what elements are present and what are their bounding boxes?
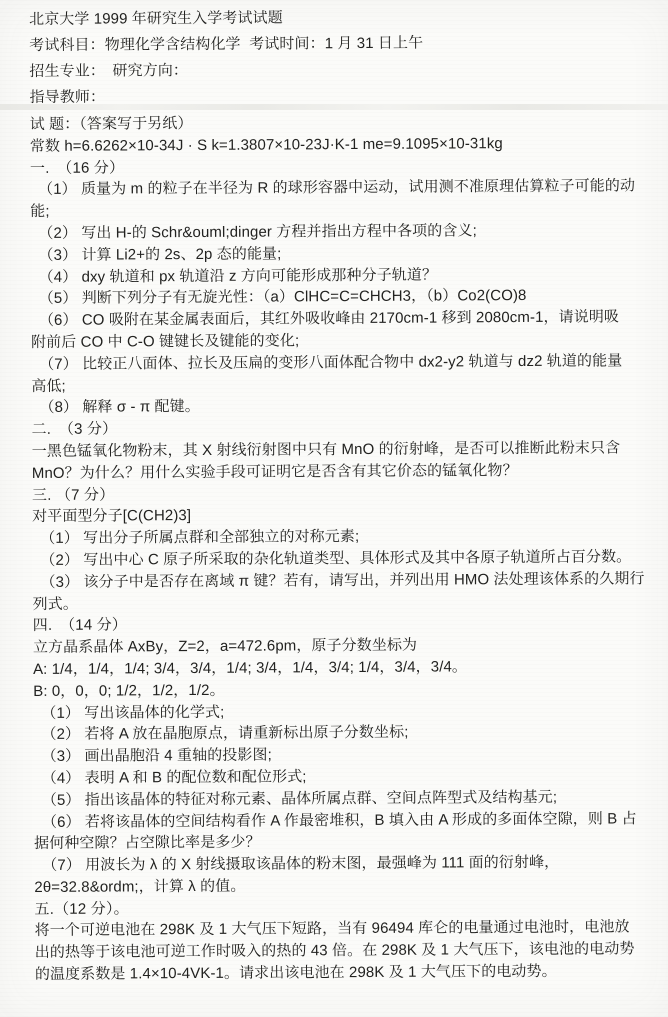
section-five-heading: 五.（12 分）。	[34, 900, 129, 918]
question-item-line: （7） 比较正八面体、拉长及压扁的变形八面体配合物中 dx2-y2 轨道与 dz2 轨道的能量	[39, 352, 623, 373]
question-cont-line: 立方晶系晶体 AxBy，Z=2，a=472.6pm，原子分数坐标为	[32, 636, 418, 657]
question-item-line: （8） 解释 σ - π 配键。	[39, 398, 200, 417]
section-two-heading: 二. （3 分）	[31, 420, 118, 439]
subject-time-line: 考试科目：物理化学含结构化学 考试时间：1 月 31 日上午	[29, 34, 424, 54]
question-cont-line: 的温度系数是 1.4×10-4VK-1。请求出该电池在 298K 及 1 大气压下的电动势。	[34, 962, 557, 984]
section-one-heading: 一. （16 分）	[29, 159, 125, 177]
question-item-line: （1） 质量为 m 的粒子在半径为 R 的球形容器中运动，试用测不准原理估算粒子可能的动	[38, 177, 636, 199]
coords-b-line: B: 0，0，0; 1/2，1/2，1/2。	[33, 681, 225, 700]
question-item-line: （4） dxy 轨道和 px 轨道沿 z 方向可能形成那种分子轨道？	[38, 266, 438, 286]
section-one	[30, 154, 662, 419]
section-three	[32, 481, 663, 616]
question-item-line: （5） 判断下列分子有无旋光性：（a）ClHC=C=CHCH3，（b）Co2(CO)8	[38, 287, 527, 308]
question-item-line: （7） 用波长为 λ 的 X 射线摄取该晶体的粉末图，最强峰为 111 面的衍射峰，	[42, 853, 560, 875]
major-direction-line: 招生专业： 研究方向：	[29, 62, 189, 80]
question-cont-line: 据何种空隙？占空隙比率是多少？	[34, 833, 261, 853]
exam-title: 北京大学 1999 年研究生入学考试试题	[29, 9, 283, 28]
question-item-line: （2） 写出 H-的 Schr&ouml;dinger 方程并指出方程中各项的含义;	[38, 222, 477, 242]
coords-a-line: A: 1/4，1/4，1/4; 3/4，3/4，1/4; 3/4，1/4，3/4; 1/4，3/4，3/4。	[32, 658, 468, 678]
question-item-line: （2） 若将 A 放在晶胞原点，请重新标出原子分数坐标;	[41, 724, 409, 744]
exam-paper	[29, 3, 665, 986]
question-cont-line: 对平面型分子[C(CH2)3]	[32, 507, 192, 526]
question-item-line: （3） 该分子中是否存在离域 π 键？若有，请写出，并列出用 HMO 法处理该体系的久期行	[40, 569, 645, 591]
question-item-line: （1） 写出该晶体的化学式;	[41, 703, 225, 722]
question-item-line: （6） 若将该晶体的空间结构看作 A 作最密堆积，B 填入由 A 形成的多面体空隙，则 B 占	[41, 809, 637, 831]
question-item-line: （5） 指出该晶体的特征对称元素、晶体所属点群、空间点阵型式及结构基元;	[41, 788, 558, 809]
question-cont-line: 能;	[30, 203, 50, 221]
answer-note-line: 试 题：（答案写于另纸）	[29, 115, 193, 133]
section-four	[33, 611, 665, 898]
question-cont-line: 一黑色锰氧化物粉末，其 X 射线衍射图中只有 MnO 的衍射峰，是否可以推断此粉末只含	[31, 439, 621, 460]
question-cont-line: 附前后 CO 中 C-O 键键长及键能的变化;	[30, 332, 300, 351]
question-item-line: （1） 写出分子所属点群和全部独立的对称元素;	[40, 528, 360, 548]
section-five	[34, 895, 665, 986]
question-item-line: （4） 表明 A 和 B 的配位数和配位形式;	[41, 768, 307, 787]
constants-line: 常数 h=6.6262×10-34J · S k=1.3807×10-23J·K-1 me=9.1095×10-31kg	[29, 134, 503, 155]
section-three-heading: 三. （7 分）	[31, 486, 115, 504]
question-cont-line: MnO？为什么？用什么实验手段可证明它是否含有其它价态的锰氧化物？	[31, 461, 518, 482]
advisor-line: 指导教师：	[29, 88, 106, 106]
question-item-line: （6） CO 吸附在某金属表面后，其红外吸收峰由 2170cm-1 移到 2080cm-1，请说明吸	[38, 308, 620, 330]
question-cont-line: 将一个可逆电池在 298K 及 1 大气压下短路，当有 96494 库仑的电量通过电池时，电池放	[34, 918, 630, 940]
question-cont-line: 高低;	[31, 377, 66, 395]
exam-header	[29, 3, 660, 111]
question-cont-line: 2θ=32.8&ordm;，计算 λ 的值。	[34, 877, 246, 896]
question-cont-line: 列式。	[32, 595, 79, 613]
question-item-line: （3） 计算 Li2+的 2s、2p 态的能量;	[38, 245, 282, 264]
question-cont-line: 出的热等于该电池可逆工作时吸入的热的 43 倍。在 298K 及 1 大气压下，该电池的电动势	[34, 940, 635, 962]
question-item-line: （3） 画出晶胞沿 4 重轴的投影图;	[41, 746, 272, 766]
exam-body	[30, 110, 665, 986]
question-item-line: （2） 写出中心 C 原子所采取的杂化轨道类型、具体形式及其中各原子轨道所占百分数。	[40, 548, 632, 569]
section-two	[32, 415, 662, 484]
section-four-heading: 四. （14 分）	[32, 616, 128, 635]
